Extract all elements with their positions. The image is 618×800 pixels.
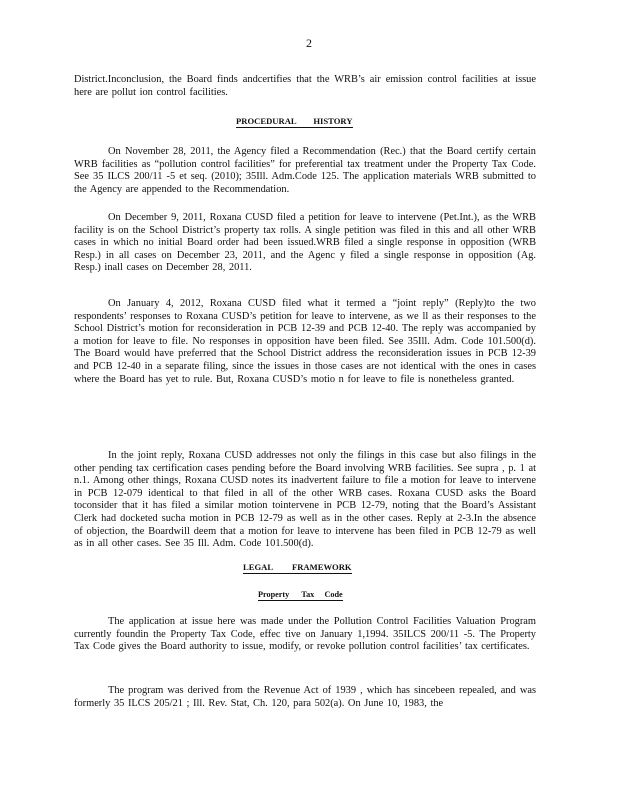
procedural-history-heading: PROCEDURAL HISTORY	[236, 116, 353, 126]
page-number: 2	[306, 36, 312, 50]
legal-framework-heading: LEGAL FRAMEWORK	[243, 562, 352, 572]
paragraph-application: The application at issue here was made under the Pollution Control Facilities Valuation Program currently foundin the Property Tax Code, effec tive on January 1,1994. 35ILCS 200/11 -5. The Property Tax Code gives the Board authority to issue, modify, or revoke pollution control facilities’ tax certificates.	[74, 616, 536, 653]
paragraph-joint-reply: On January 4, 2012, Roxana CUSD filed what it termed a “joint reply” (Reply)to the two respondents’ responses to Roxana CUSD’s petition for leave to intervene, as we ll as their responses to the School District’s motion for reconsideration in PCB 12-39 and PCB 12-40. The reply was accompanied by a motion for leave to file. No responses in opposition have been filed. See 35Ill. Adm. Code 101.500(d). The Board would have preferred that the School District address the reconsideration issues in PCB 12-39 and PCB 12-40 in a separate filing, since the issues in those cases are not identical with the ones in cases where the Board has yet to rule. But, Roxana CUSD’s motio n for leave to file is nonetheless granted.	[74, 298, 536, 385]
paragraph-program-history: The program was derived from the Revenue Act of 1939 , which has sincebeen repealed, and was formerly 35 ILCS 205/21 ; Ill. Rev. Stat, Ch. 120, para 502(a). On June 10, 1983, the	[74, 685, 536, 709]
paragraph-petition-to-intervene: On December 9, 2011, Roxana CUSD filed a petition for leave to intervene (Pet.Int.), as the WRB facility is on the School District’s property tax rolls. A single petition was filed in this and all other WRB cases in which no initial Board order had been issued.WRB filed a single response in opposition (WRB Resp.) in all cases on December 23, 2011, and the Agenc y filed a single response in opposition (Ag. Resp.) inall cases on December 28, 2011.	[74, 212, 536, 274]
paragraph-recommendation: On November 28, 2011, the Agency filed a Recommendation (Rec.) that the Board certify certain WRB facilities as “pollution control facilities” for preferential tax treatment under the Property Tax Code. See 35 ILCS 200/11 -5 et seq. (2010); 35Ill. Adm.Code 125. The application materials WRB submitted to the Agency are appended to the Recommendation.	[74, 146, 536, 195]
intro-paragraph: District.Inconclusion, the Board finds andcertifies that the WRB’s air emission control facilities at issue here are pollut ion control facilities.	[74, 74, 536, 98]
property-tax-code-subheading: Property Tax Code	[258, 590, 343, 599]
paragraph-joint-reply-details: In the joint reply, Roxana CUSD addresses not only the filings in this case but also filings in the other pending tax certification cases pending before the Board involving WRB facilities. See supra , p. 1 at n.1. Among other things, Roxana CUSD notes its inadvertent failure to file a motion for leave to intervene in PCB 12-079 identical to that filed in all of the other WRB cases. Roxana CUSD asks the Board toconsider that it has filed a similar motion tointervene in PCB 12-79, noting that the Board’s Assistant Clerk had docketed sucha motion in PCB 12-79 as well as in the other cases. Reply at 2-3.In the absence of objection, the Boardwill deem that a motion for leave to intervene has been filed in PCB 12-79 as well as in all other cases. See 35 Ill. Adm. Code 101.500(d).	[74, 450, 536, 550]
